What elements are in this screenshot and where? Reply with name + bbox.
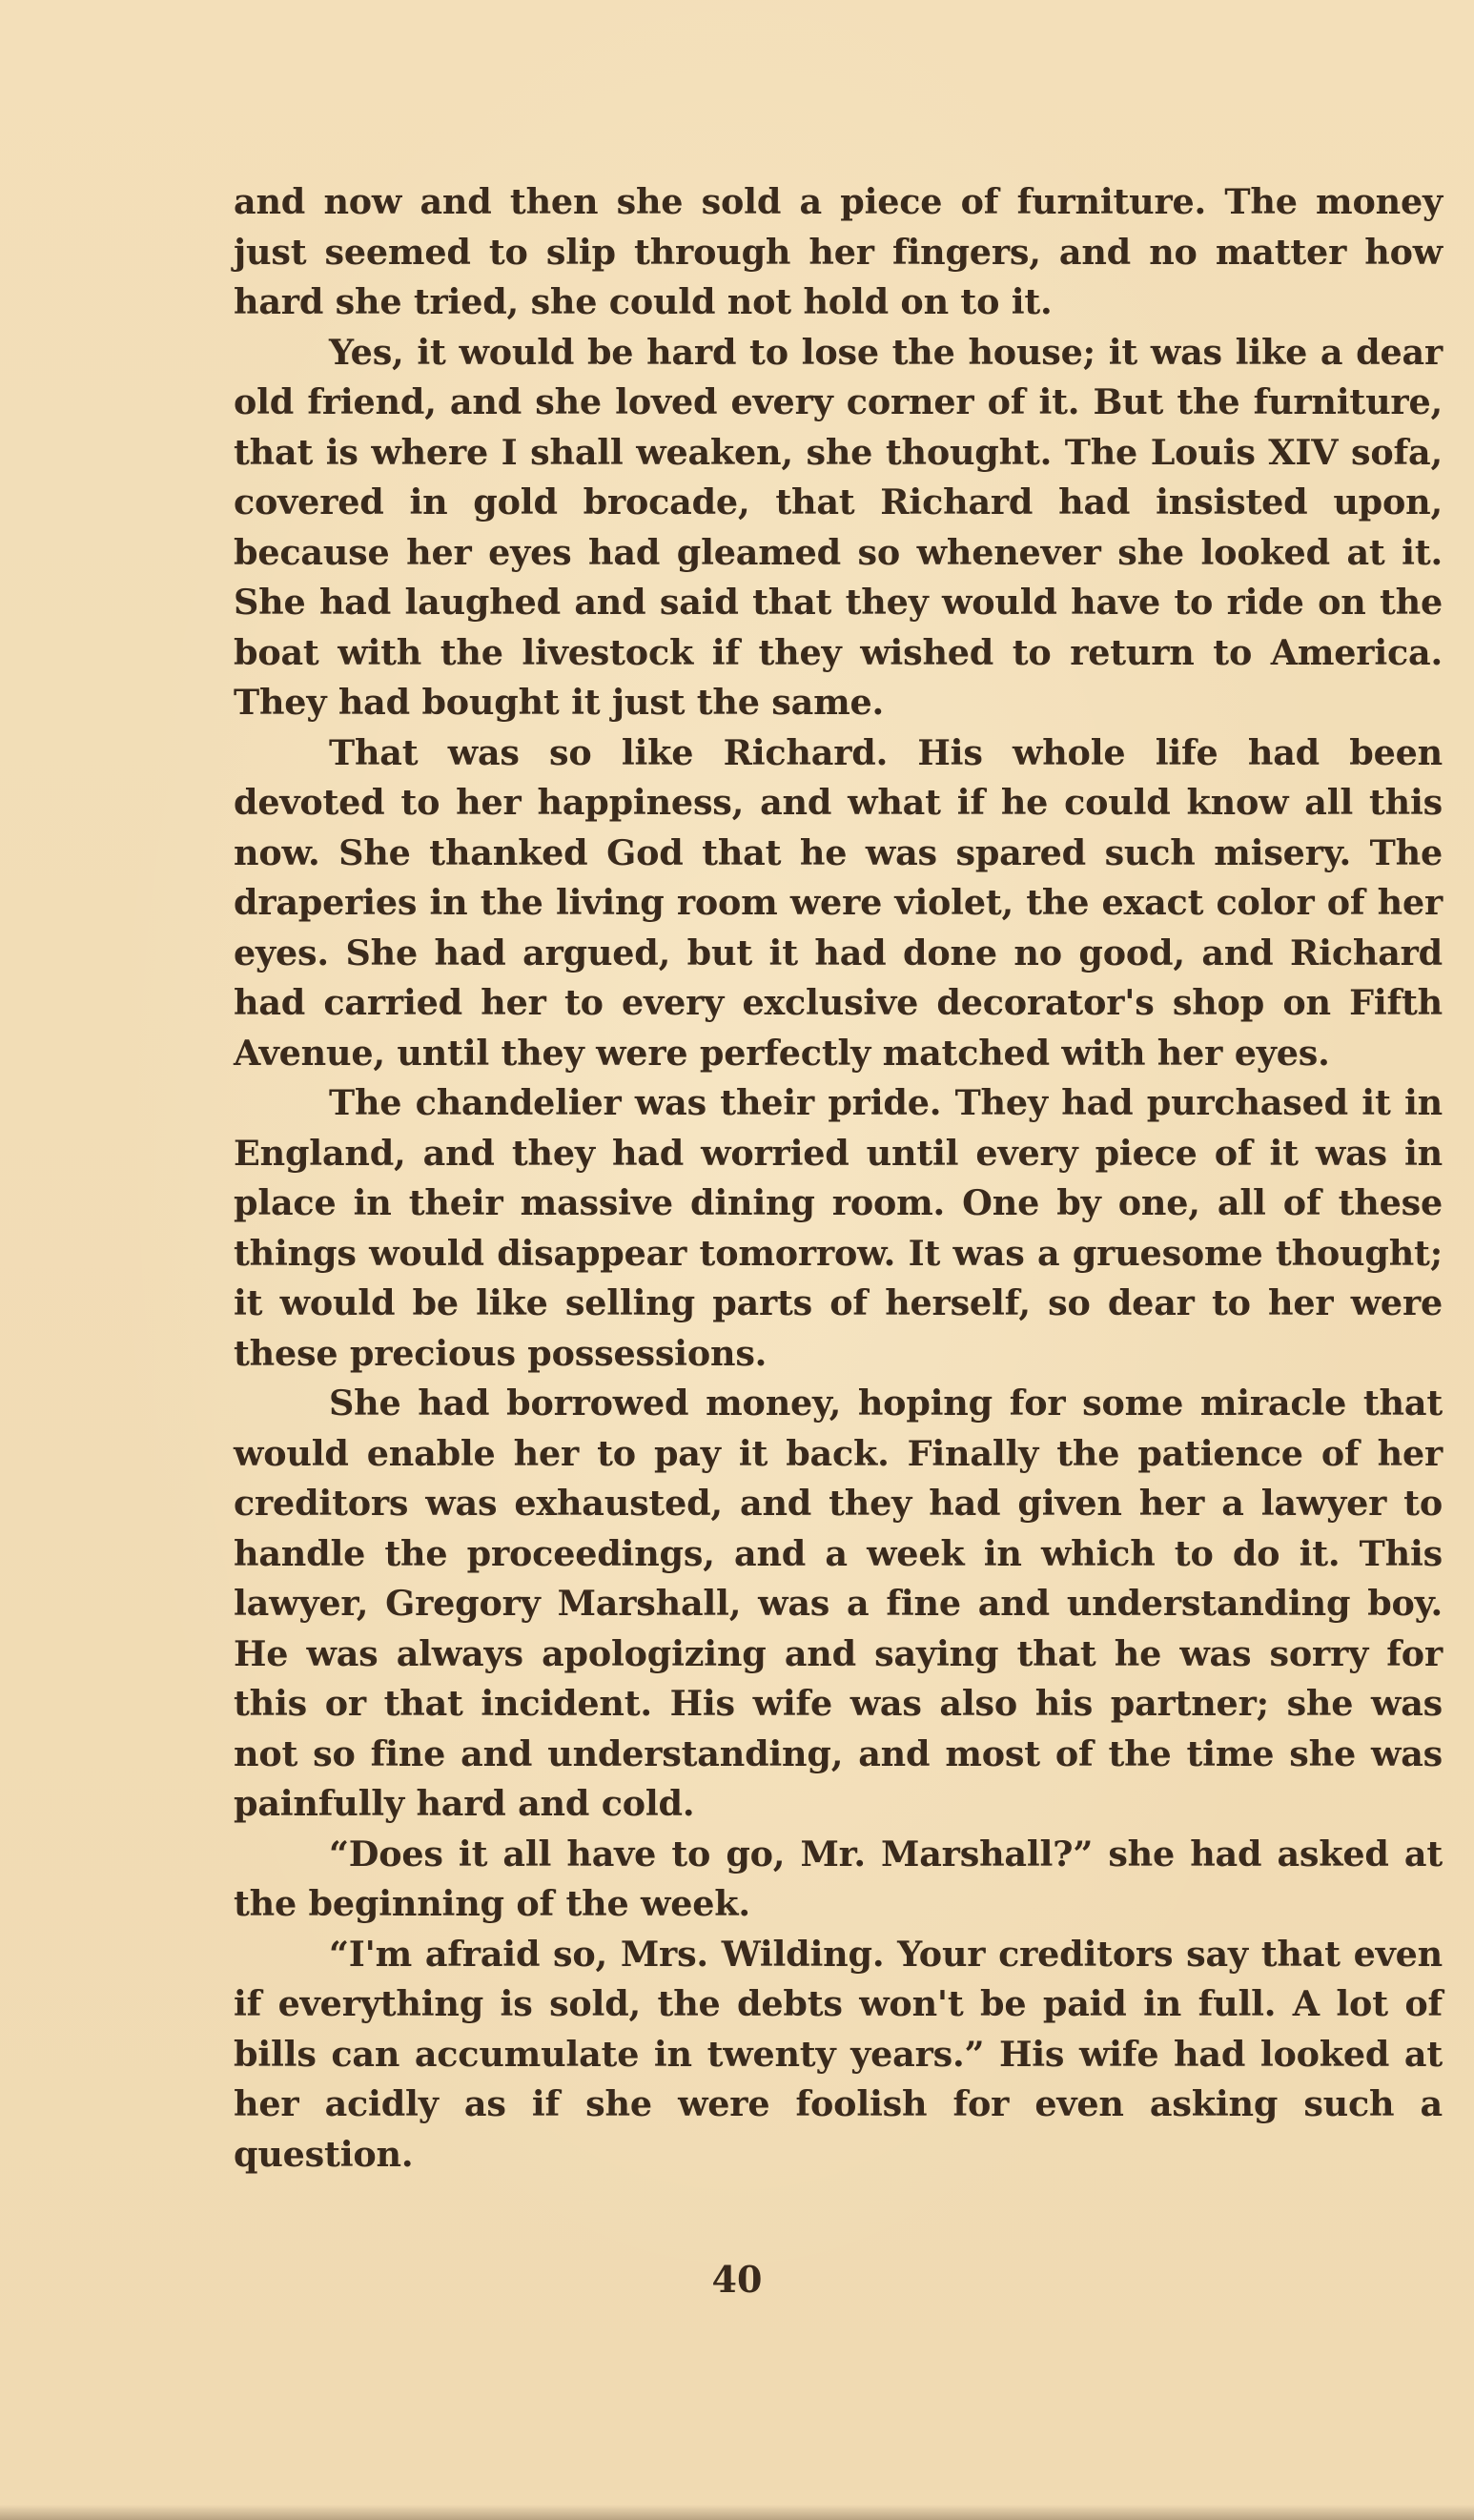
page-bottom-edge [0,2505,1474,2520]
paragraph: “Does it all have to go, Mr. Marshall?” she had asked at the beginning of the week. [234,1833,1443,1924]
paragraph: “I'm afraid so, Mrs. Wilding. Your creditors say that even if everything is sold, the debts won't be paid in full. A lot of bills can accumulate in twenty years.” His wife had looked at her acidly as if she were foolish for even asking such a question. [234,1933,1443,2175]
body-text [234,177,1443,2180]
paragraph: She had borrowed money, hoping for some miracle that would enable her to pay it back. Finally the patience of her creditors was exhausted, and they had given her a lawyer to handle the proceedings, and a week in which to do it. This lawyer, Gregory Marshall, was a fine and understanding boy. He was always apologizing and saying that he was sorry for this or that incident. His wife was also his partner; she was not so fine and understanding, and most of the time she was painfully hard and cold. [234,1383,1443,1824]
paragraph-continued: and now and then she sold a piece of furniture. The money just seemed to slip through her fingers, and no matter how hard she tried, she could not hold on to it. [234,181,1443,322]
paragraph: That was so like Richard. His whole life had been devoted to her happiness, and what if he could know all this now. She thanked God that he was spared such misery. The draperies in the living room were violet, the exact color of her eyes. She had argued, but it had done no good, and Richard had carried her to every exclusive decorator's shop on Fifth Avenue, until they were perfectly matched with her eyes. [234,731,1443,1074]
paragraph: Yes, it would be hard to lose the house; it was like a dear old friend, and she loved every corner of it. But the furniture, that is where I shall weaken, she thought. The Louis XIV sofa, covered in gold brocade, that Richard had insisted upon, because her eyes had gleamed so whenever she looked at it. She had laughed and said that they would have to ride on the boat with the livestock if they wished to return to America. They had bought it just the same. [234,331,1443,723]
paragraph: The chandelier was their pride. They had purchased it in England, and they had worried until every piece of it was in place in their massive dining room. One by one, all of these things would disappear tomorrow. It was a gruesome thought; it would be like selling parts of herself, so dear to her were these precious possessions. [234,1082,1443,1374]
page-number: 40 [711,2258,763,2301]
